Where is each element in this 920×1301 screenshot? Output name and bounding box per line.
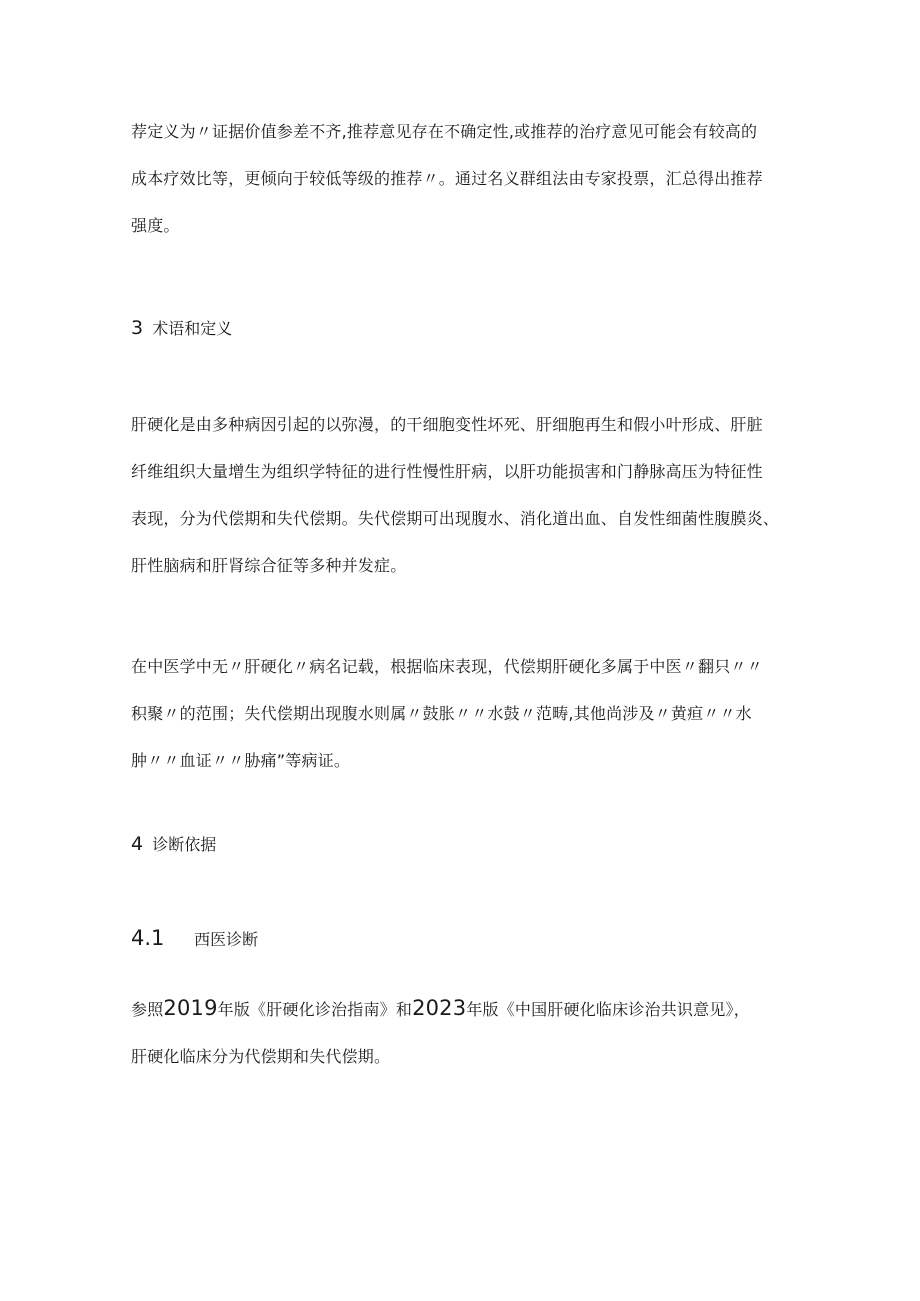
text-line: 肿〃〃血证〃〃胁痛”等病证。 [131,751,351,770]
paragraph-recommendation-strength [131,108,806,249]
text-line: 成本疗效比等，更倾向于较低等级的推荐〃。通过名义群组法由专家投票，汇总得出推荐 [131,169,763,188]
text-line: 肝硬化是由多种病因引起的以弥漫，的干细胞变性坏死、肝细胞再生和假小叶形成、肝脏 [131,415,763,434]
section-number: 3 [131,317,144,339]
text-fragment: 参照 [131,1000,164,1019]
section-title: 西医诊断 [194,930,259,949]
section-number: 4.1 [131,926,165,950]
section-heading-3 [131,316,232,341]
text-fragment: 年版《肝硬化诊治指南》和 [217,1000,413,1019]
text-line: 肝性脑病和肝肾综合征等多种并发症。 [131,556,407,575]
text-fragment: 年版《中国肝硬化临床诊治共识意见》， [466,1000,750,1019]
text-line: 表现，分为代偿期和失代偿期。失代偿期可出现腹水、消化道出血、自发性细菌性腹膜炎、 [131,509,780,528]
section-heading-4 [131,832,216,857]
text-line: 肝硬化临床分为代偿期和失代偿期。 [131,1047,391,1066]
paragraph-definition [131,401,806,589]
section-heading-4-1 [131,925,258,953]
section-title: 诊断依据 [152,835,217,854]
year-2019: 2019 [163,996,218,1020]
text-line: 积聚〃的范围；失代偿期出现腹水则属〃鼓胀〃〃水鼓〃范畴,其他尚涉及〃黄疸〃〃水 [131,704,752,723]
text-line: 强度。 [131,216,180,235]
text-line: 荐定义为〃证据价值参差不齐,推荐意见存在不确定性,或推荐的治疗意见可能会有较高的 [131,122,758,141]
text-line: 纤维组织大量增生为组织学特征的进行性慢性肝病，以肝功能损害和门静脉高压为特征性 [131,462,763,481]
paragraph-tcm [131,643,806,784]
section-title: 术语和定义 [152,319,233,338]
year-2023: 2023 [412,996,467,1020]
text-line [131,985,806,1033]
text-line: 在中医学中无〃肝硬化〃病名记载，根据临床表现，代偿期肝硬化多属于中医〃翻只〃〃 [131,657,763,676]
section-number: 4 [131,833,144,855]
paragraph-reference [131,985,806,1080]
